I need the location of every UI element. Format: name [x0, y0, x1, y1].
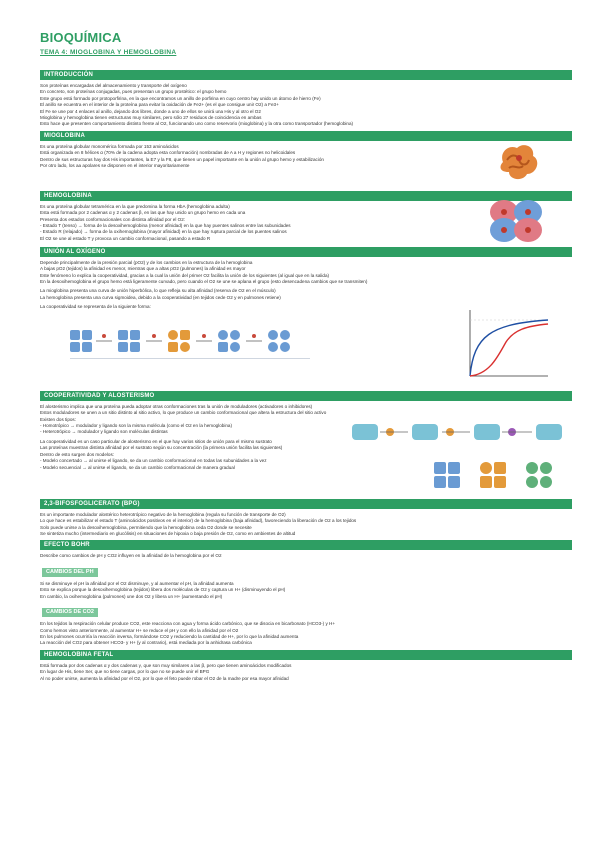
section-heading-fetal: HEMOGLOBINA FETAL: [40, 650, 572, 660]
text-line: Si se disminuye el pH la afinidad por el O2 disminuye, y al aumentar el pH, la afinidad aumenta: [40, 580, 234, 586]
subsection-heading-co2: CAMBIOS DE CO2: [42, 608, 98, 617]
section-heading-bohr: EFECTO BOHR: [40, 540, 572, 550]
document-subtitle: TEMA 4: MIOGLOBINA Y HEMOGLOBINA: [40, 49, 177, 56]
text-line: La reacción del CO2 para obtener HCO3- y H+ (y al contrario), está mediada por la anhidrasa carbónica: [40, 640, 252, 646]
text-line: - Modelo concertado → al unirse el ligando, se da un cambio conformacional en todas las subunidades a la vez: [40, 458, 267, 464]
text-line: Es una proteína globular tetramérica en la que predomina la forma HbA (hemoglobina adulta): [40, 203, 230, 209]
text-line: El anillo se ecuentra en el interior de la proteína para evitar la oxidación de Fe2+ (es el que consigue unir O2) a Fe3+: [40, 102, 279, 108]
text-line: Solo puede unirse a la desoxihemoglobina, permitiendo que la hemoglobina ceda O2 donde se necesite: [40, 524, 252, 530]
text-line: En la desoxihemoglobina el grupo hemo está ligeramente curvado, pero cuando el O2 se une se aplana el grupo (esto desencadena cambios que se transmiten): [40, 279, 368, 285]
text-line: El alosterismo implica que una proteína pueda adoptar otras conformaciones tras la unión de moduladores (activadores o inhibidores): [40, 403, 313, 409]
text-line: - Homotrópico → modulador y ligando son la misma molécula (como el O2 en la hemoglobina): [40, 423, 233, 429]
document-title: BIOQUÍMICA: [40, 30, 122, 45]
section-heading-hemoglobina: HEMOGLOBINA: [40, 191, 572, 201]
section-coop-body: [40, 404, 572, 496]
text-line: El Fe se une por 4 enlaces al anillo, dejando dos libres, donde a uno de ellos se unirá una His y al otro el O2: [40, 108, 261, 114]
text-line: En cambio, la oxihemoglobina (pulmones) une dos O2 y libera un H+ (aumentando el pH): [40, 593, 223, 599]
section-bpg-body: [40, 512, 572, 538]
section-bohr-body: [40, 553, 572, 559]
section-heading-mioglobina: MIOGLOBINA: [40, 131, 572, 141]
text-line: Por otro lado, los aa apolares se disponen en el interior mayoritariamente: [40, 163, 190, 169]
text-line: A bajas pO2 (tejidos) la afinidad es menor, mientras que a altas pO2 (pulmones) la afinidad es mayor: [40, 266, 246, 272]
text-line: El O2 se une al estado T y provoca un cambio conformacional, pasando a estado R: [40, 235, 211, 241]
section-hemoglobina-body: [40, 204, 572, 244]
section-fetal-body: [40, 663, 572, 682]
text-line: La cooperatividad es un caso particular de alosterismo en el que hay varios sitios de unión para el mismo sustrato: [40, 438, 272, 444]
myoglobin-structure-image: [497, 140, 541, 182]
text-line: Dentro de sus estructuras hay dos His importantes, la E7 y la F8, que tienen un papel importante en la unión al grupo hemo y estabilización: [40, 156, 324, 162]
text-line: Es una proteína globular monomérica formada por 153 aminoácidos: [40, 143, 179, 149]
subsection-heading-ph: CAMBIOS DEL PH: [42, 568, 98, 577]
text-line: La cooperatividad se representa de la siguiente forma:: [40, 304, 151, 310]
section-mioglobina-body: [40, 144, 572, 188]
concerted-sequential-model-diagram: [432, 460, 572, 494]
hemoglobin-structure-image: [486, 196, 546, 244]
text-line: Se sintetiza mucho (intermediario en glucólisis) en situaciones de hipoxia o baja presión de O2, como en ambientes de altitud: [40, 531, 296, 537]
text-line: La hemoglobina presenta una curva sigmoidea, debido a la cooperatividad (en tejidos cede O2 y en pulmones retiene): [40, 294, 281, 300]
text-line: En los pulmones ocurriría la reacción inversa, formándose CO2 y reduciendo la cantidad de H+, por lo que la afinidad aumenta: [40, 633, 299, 639]
text-line: Esta está formada por 2 cadenas α y 2 cadenas β, en las que hay unido un grupo hemo en cada una: [40, 210, 246, 216]
text-line: Existen dos tipos:: [40, 416, 77, 422]
section-heading-coop: COOPERATIVIDAD Y ALOSTERISMO: [40, 391, 572, 401]
text-line: Está organizada en 8 hélices α (70% de la cadena adopta esta conformación) nombradas de A a H y regiones no helicoidales: [40, 150, 296, 156]
text-line: Dentro de esto surgen dos modelos:: [40, 451, 115, 457]
cooperativity-diagram: [68, 326, 318, 374]
text-line: La mioglobina presenta una curva de unión hiperbólica, lo que refleja su alta afinidad (reserva de O2 en el músculo): [40, 288, 276, 294]
text-line: Como hemos visto anteriormente, al aumentar H+ se reduce el pH y con ello la afinidad por el O2: [40, 627, 239, 633]
text-line: Mioglobina y hemoglobina tienen estructuras muy similares, pero sólo 27 residuos de coincidencia en ambas: [40, 115, 262, 121]
text-line: Es un importante modulador alostérico heterotrópico negativo de la hemoglobina (regula su función de transporte de O2): [40, 511, 286, 517]
text-line: Depende principalmente de la presión parcial (pO2) y de los cambios en la estructura de la hemoglobina: [40, 259, 253, 265]
section-heading-bpg: 2,3-BIFOSFOGLICERATO (BPG): [40, 499, 572, 509]
text-line: Esto hace que presenten comportamiento distinto frente al O2, funcionando uno como reservorio (mioglobina) y la otra como transportador (hemoglobina): [40, 121, 354, 127]
text-line: Presenta dos estados conformacionales con distinta afinidad por el O2:: [40, 216, 186, 222]
text-line: - Estado T (tenso) → forma de la desoxihemoglobina (menor afinidad) en la que hay puentes salinos entre las subunidades: [40, 223, 291, 229]
text-line: En lugar de His, tiene Ser, que no tiene cargas, por lo que no se puede unir el BPG: [40, 669, 210, 675]
text-line: Estos moduladores se unen a un sitio distinto al sitio activo, lo que produce un cambio conformacional que altera la estructura del sitio activo: [40, 410, 327, 416]
text-line: Esto se explica porque la desoxihemoglobina (tejidos) libera dos moléculas de O2 y captura un H+ (disminuyendo el pH): [40, 587, 286, 593]
allosteric-modulators-diagram: [350, 418, 570, 448]
text-line: Al no poder unirse, aumenta la afinidad por el O2, por lo que el feto puede robar el O2 de la madre por esa mayor afinidad: [40, 675, 289, 681]
text-line: Describe como cambios de pH y CO2 influyen en la afinidad de la hemoglobina por el O2: [40, 553, 222, 559]
section-heading-intro: INTRODUCCIÓN: [40, 70, 572, 80]
text-line: - Heterotrópico → modulador y ligando son moléculas distintas: [40, 429, 168, 435]
text-line: Lo que hace es estabilizar el estado T (aminoácidos positivos en el interior) de la hemoglobina (baja afinidad), favoreciendo la liberación de O2 a los tejidos: [40, 518, 357, 524]
text-line: Son proteínas encargadas del almacenamiento y transporte del oxígeno: [40, 83, 187, 88]
text-line: - Estado R (relajado) → forma de la oxihemoglobina (mayor afinidad) en la que hay ruptura parcial de los puentes salinos: [40, 229, 287, 235]
text-line: Las proteínas muestran distinta afinidad por el sustrato según su concentración (la primera unión facilita las siguientes): [40, 445, 283, 451]
section-heading-union: UNIÓN AL OXÍGENO: [40, 247, 572, 257]
oxygen-binding-curve-chart: [460, 306, 550, 382]
section-union-body: [40, 260, 572, 388]
document-page: [40, 30, 572, 682]
text-line: En los tejidos la respiración celular produce CO2, este reacciona con agua y forma ácido carbónico, que se disocia en bicarbonato (HCO3-) y H+: [40, 621, 336, 627]
text-line: Este fenómeno lo explica la cooperatividad, gracias a la cual la unión del primer O2 facilita la unión de los siguientes (al igual que en la salida): [40, 272, 330, 278]
text-line: Este grupo está formado por protoporfirina, en la que encontramos un anillo de porfirina en cuyo centro hay unido un átomo de hierro (Fe): [40, 95, 321, 101]
section-intro-body: [40, 83, 572, 128]
text-line: En concreto, son proteínas conjugadas, pues presentan un grupo prostético: el grupo hemo: [40, 89, 227, 95]
section-ph-body: [40, 581, 572, 600]
text-line: - Modelo secuencial → al unirse el ligando, se da un cambio conformacional de manera gradual: [40, 464, 235, 470]
text-line: Está formada por dos cadenas α y dos cadenas γ, que son muy similares a las β, pero que tienen aminoácidos modificados: [40, 662, 292, 668]
section-co2-body: [40, 621, 572, 647]
